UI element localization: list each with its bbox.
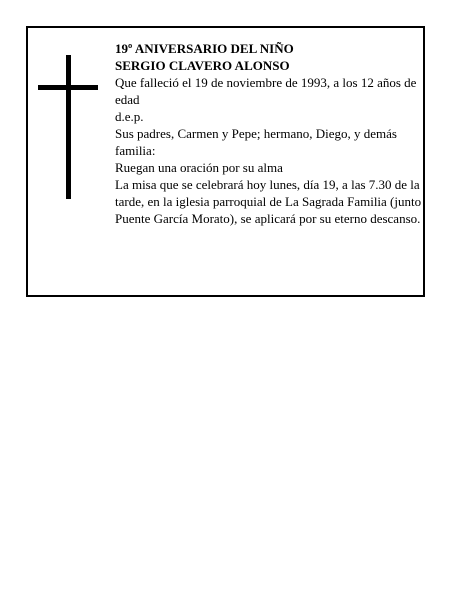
obituary-notice bbox=[26, 26, 425, 297]
dep-text: d.e.p. bbox=[115, 109, 144, 124]
prayer-text: Ruegan una oración por su alma bbox=[115, 160, 283, 175]
cross-icon bbox=[38, 55, 98, 199]
notice-text-block bbox=[115, 40, 423, 227]
cross-vertical-bar bbox=[66, 55, 71, 199]
notice-title-line-1: 19º ANIVERSARIO DEL NIÑO bbox=[115, 41, 294, 56]
family-text: Sus padres, Carmen y Pepe; hermano, Diego, y demás familia: bbox=[115, 126, 397, 158]
death-info: Que falleció el 19 de noviembre de 1993, a los 12 años de edad bbox=[115, 75, 417, 107]
cross-horizontal-bar bbox=[38, 85, 98, 90]
notice-title-line-2: SERGIO CLAVERO ALONSO bbox=[115, 58, 290, 73]
mass-info: La misa que se celebrará hoy lunes, día 19, a las 7.30 de la tarde, en la iglesia parroquial de La Sagrada Familia (junto Puente García Morato), se aplicará por su eterno descanso. bbox=[115, 177, 422, 226]
